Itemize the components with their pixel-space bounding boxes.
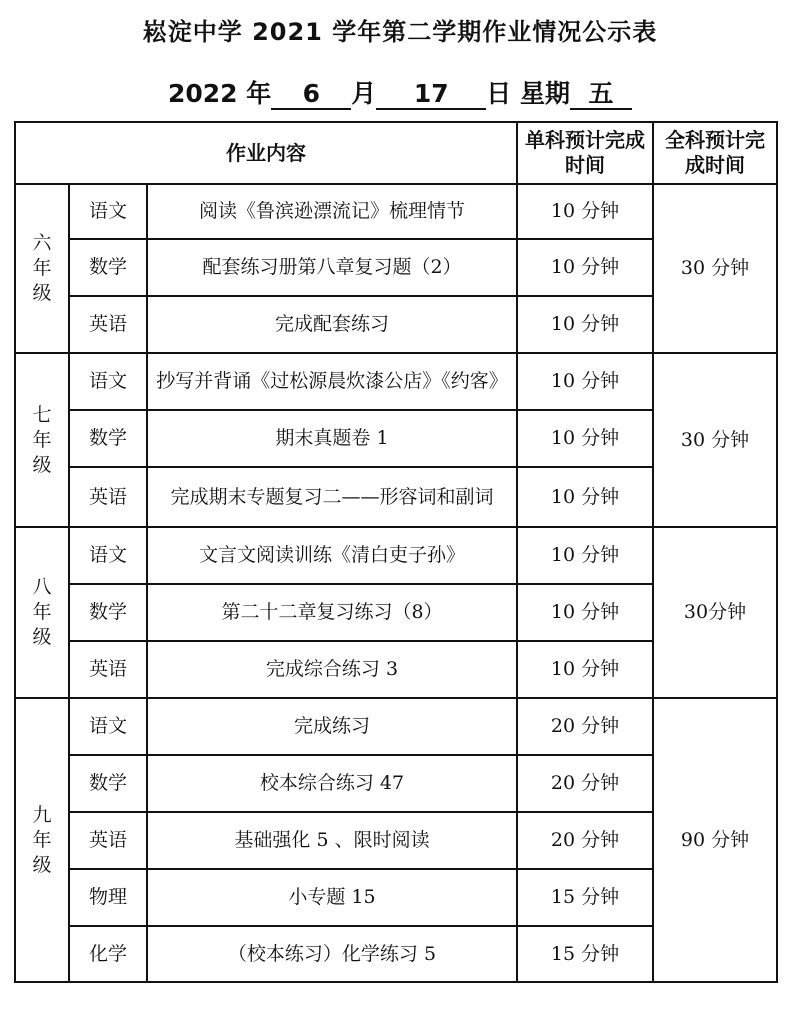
content-cell: 校本综合练习 47	[147, 755, 517, 812]
content-cell: 小专题 15	[147, 869, 517, 926]
date-day: 17	[376, 80, 486, 110]
single-time-cell: 20 分钟	[517, 755, 653, 812]
grade-char: 级	[32, 282, 52, 304]
grade-char: 八	[32, 576, 52, 598]
grade-char: 年	[32, 428, 52, 451]
grade-char: 级	[32, 453, 52, 476]
grade-char: 年	[32, 828, 52, 851]
total-time-cell: 90 分钟	[653, 698, 777, 982]
date-line	[0, 74, 800, 110]
single-time-cell: 10 分钟	[517, 467, 653, 527]
table-row	[15, 698, 777, 755]
content-cell: 基础强化 5 、限时阅读	[147, 812, 517, 869]
single-time-cell: 10 分钟	[517, 239, 653, 296]
content-cell: 阅读《鲁滨逊漂流记》梳理情节	[147, 184, 517, 239]
subject-cell: 数学	[69, 755, 147, 812]
grade-label	[15, 698, 69, 982]
single-time-cell: 10 分钟	[517, 641, 653, 698]
total-time-cell: 30分钟	[653, 527, 777, 698]
date-day-label: 日	[486, 79, 512, 108]
single-time-cell: 10 分钟	[517, 296, 653, 353]
date-weekday-label: 星期	[520, 79, 571, 108]
grade-label	[15, 184, 69, 353]
grade-char: 年	[32, 257, 52, 279]
content-cell: 抄写并背诵《过松源晨炊漆公店》《约客》	[147, 353, 517, 410]
subject-cell: 语文	[69, 698, 147, 755]
content-cell: 完成练习	[147, 698, 517, 755]
date-year-label: 2022 年	[167, 79, 272, 108]
single-time-cell: 10 分钟	[517, 410, 653, 467]
total-time-cell: 30 分钟	[653, 353, 777, 527]
content-cell: 完成配套练习	[147, 296, 517, 353]
table-row	[15, 527, 777, 584]
table-row	[15, 184, 777, 239]
header-content: 作业内容	[15, 122, 517, 184]
single-time-cell: 10 分钟	[517, 584, 653, 641]
date-month-label: 月	[351, 79, 377, 108]
single-time-cell: 20 分钟	[517, 812, 653, 869]
subject-cell: 英语	[69, 467, 147, 527]
table-row	[15, 353, 777, 410]
subject-cell: 英语	[69, 812, 147, 869]
date-month: 6	[271, 80, 351, 110]
grade-char: 级	[32, 853, 52, 876]
date-weekday: 五	[570, 80, 632, 110]
content-cell: 完成期末专题复习二——形容词和副词	[147, 467, 517, 527]
content-cell: （校本练习）化学练习 5	[147, 926, 517, 982]
subject-cell: 化学	[69, 926, 147, 982]
single-time-cell: 10 分钟	[517, 353, 653, 410]
grade-label	[15, 353, 69, 527]
subject-cell: 英语	[69, 641, 147, 698]
header-total-time: 全科预计完成时间	[653, 122, 777, 184]
subject-cell: 数学	[69, 410, 147, 467]
table-body	[15, 184, 777, 982]
subject-cell: 数学	[69, 239, 147, 296]
subject-cell: 物理	[69, 869, 147, 926]
content-cell: 期末真题卷 1	[147, 410, 517, 467]
subject-cell: 英语	[69, 296, 147, 353]
grade-char: 九	[32, 803, 52, 826]
grade-char: 七	[32, 403, 52, 426]
page-title: 崧淀中学 2021 学年第二学期作业情况公示表	[142, 18, 658, 46]
subject-cell: 数学	[69, 584, 147, 641]
grade-label	[15, 527, 69, 698]
content-cell: 配套练习册第八章复习题（2）	[147, 239, 517, 296]
content-cell: 第二十二章复习练习（8）	[147, 584, 517, 641]
header-single-time: 单科预计完成时间	[517, 122, 653, 184]
table-header-row	[15, 122, 777, 184]
subject-cell: 语文	[69, 527, 147, 584]
grade-char: 六	[32, 232, 52, 254]
subject-cell: 语文	[69, 353, 147, 410]
homework-table	[14, 121, 778, 983]
single-time-cell: 15 分钟	[517, 869, 653, 926]
single-time-cell: 20 分钟	[517, 698, 653, 755]
content-cell: 文言文阅读训练《清白吏子孙》	[147, 527, 517, 584]
grade-char: 年	[32, 601, 52, 623]
total-time-cell: 30 分钟	[653, 184, 777, 353]
single-time-cell: 10 分钟	[517, 527, 653, 584]
single-time-cell: 10 分钟	[517, 184, 653, 239]
grade-char: 级	[32, 626, 52, 648]
subject-cell: 语文	[69, 184, 147, 239]
single-time-cell: 15 分钟	[517, 926, 653, 982]
content-cell: 完成综合练习 3	[147, 641, 517, 698]
